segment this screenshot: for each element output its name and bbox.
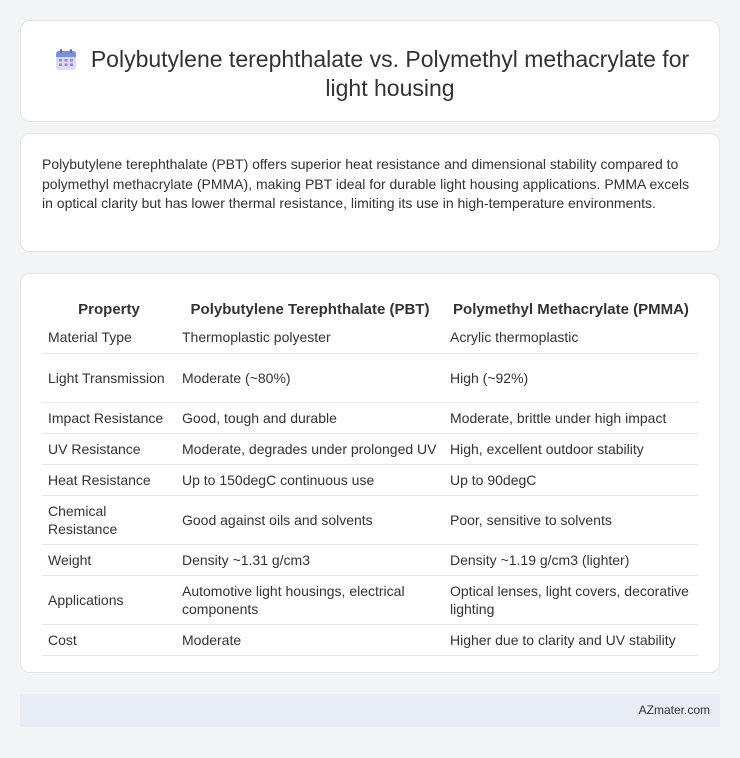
comparison-table-card [20, 273, 720, 673]
table-header-row [42, 297, 698, 322]
pmma-cell: Density ~1.19 g/cm3 (lighter) [444, 544, 698, 575]
header-pbt: Polybutylene Terephthalate (PBT) [190, 301, 430, 318]
property-cell: Weight [42, 544, 176, 575]
pmma-cell: Higher due to clarity and UV stability [444, 624, 698, 655]
property-cell: Heat Resistance [42, 464, 176, 495]
table-row [42, 353, 698, 402]
property-cell: Material Type [42, 322, 176, 353]
header-pmma: Polymethyl Methacrylate (PMMA) [453, 301, 689, 318]
title-row [21, 45, 719, 103]
pmma-cell: High (~92%) [444, 353, 698, 402]
page-title: Polybutylene terephthalate vs. Polymethyl methacrylate for light housing [90, 46, 690, 101]
summary-card [20, 133, 720, 252]
pbt-cell: Density ~1.31 g/cm3 [176, 544, 444, 575]
pmma-cell: Acrylic thermoplastic [444, 322, 698, 353]
pbt-cell: Automotive light housings, electrical components [176, 575, 444, 624]
header-property: Property [78, 301, 140, 318]
pbt-cell: Good against oils and solvents [176, 495, 444, 544]
property-cell: Chemical Resistance [42, 495, 176, 544]
pbt-cell: Moderate [176, 624, 444, 655]
property-cell: UV Resistance [42, 433, 176, 464]
table-row [42, 624, 698, 655]
pmma-cell: Poor, sensitive to solvents [444, 495, 698, 544]
table-row [42, 575, 698, 624]
pmma-cell: Optical lenses, light covers, decorative lighting [444, 575, 698, 624]
table-row [42, 322, 698, 353]
pbt-cell: Up to 150degC continuous use [176, 464, 444, 495]
property-cell: Impact Resistance [42, 402, 176, 433]
footer-bar [20, 694, 720, 727]
property-cell: Applications [42, 575, 176, 624]
pbt-cell: Moderate, degrades under prolonged UV [176, 433, 444, 464]
title-card [20, 20, 720, 122]
property-cell: Cost [42, 624, 176, 655]
table-row [42, 402, 698, 433]
table-row [42, 495, 698, 544]
pbt-cell: Moderate (~80%) [176, 353, 444, 402]
table-row [42, 464, 698, 495]
summary-text: Polybutylene terephthalate (PBT) offers superior heat resistance and dimensional stability compared to polymethyl methacrylate (PMMA), making PBT ideal for durable light housing applications. PMMA excels in optical clarity but has lower thermal resistance, limiting its use in high-temperature environments. [42, 156, 690, 211]
calendar-icon [55, 49, 77, 71]
footer-site-link[interactable]: AZmater.com [638, 703, 710, 717]
property-cell: Light Transmission [42, 353, 176, 402]
comparison-table [42, 297, 698, 656]
table-row [42, 544, 698, 575]
pmma-cell: Up to 90degC [444, 464, 698, 495]
pmma-cell: Moderate, brittle under high impact [444, 402, 698, 433]
pbt-cell: Thermoplastic polyester [176, 322, 444, 353]
pmma-cell: High, excellent outdoor stability [444, 433, 698, 464]
table-row [42, 433, 698, 464]
pbt-cell: Good, tough and durable [176, 402, 444, 433]
